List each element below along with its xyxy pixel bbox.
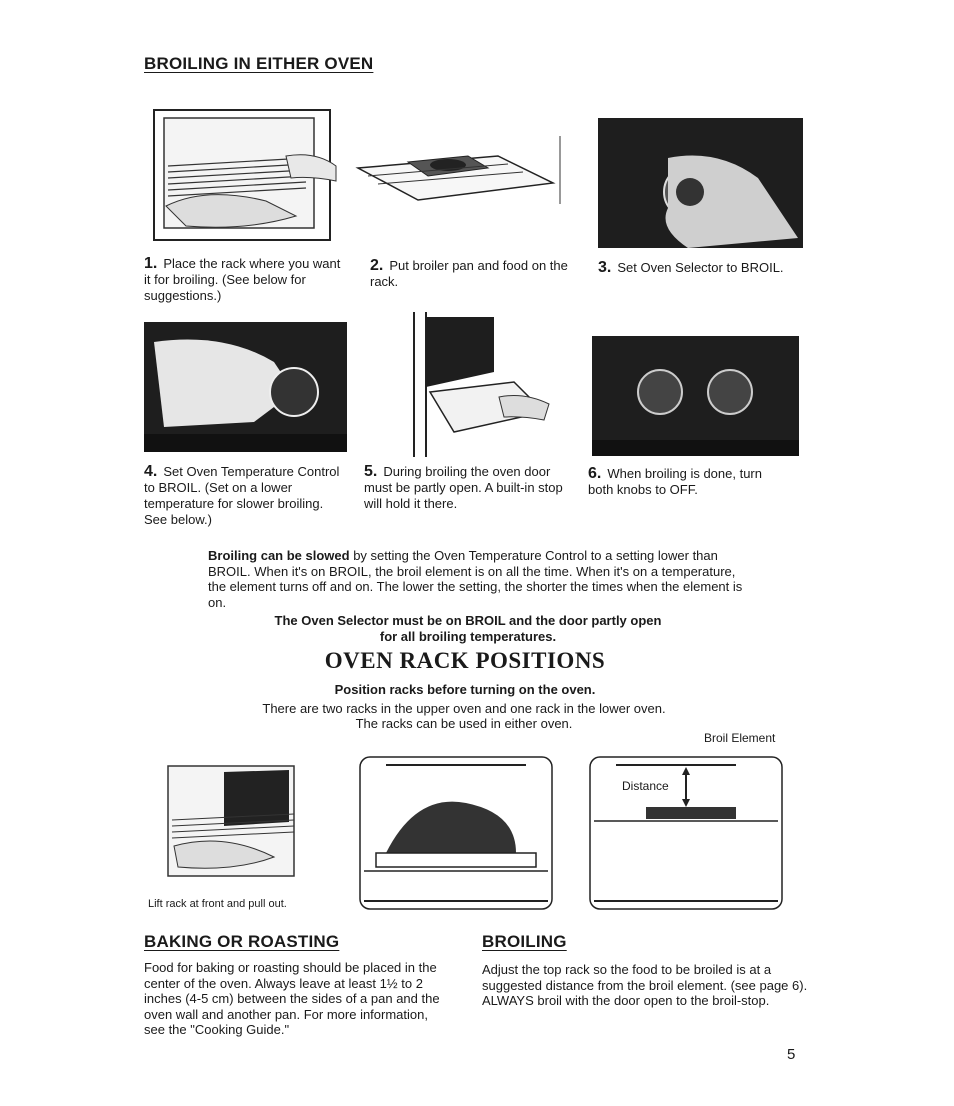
baking-title: BAKING OR ROASTING (144, 932, 340, 951)
step-3 (598, 260, 798, 276)
step-5 (364, 464, 569, 512)
distance-label: Distance (622, 779, 669, 793)
rack-positions-subtitle: Position racks before turning on the oven. (334, 682, 596, 697)
step-5-number: 5. (364, 463, 378, 480)
broiling-text: Adjust the top rack so the food to be broiled is at a suggested distance from the broil element. (see page 6). ALWAYS broil with the door open to the broil-stop. (482, 962, 808, 1008)
step-2-number: 2. (370, 257, 384, 274)
step-6 (588, 466, 788, 498)
broiling-title: BROILING (482, 932, 567, 951)
door-partly-open-illustration (404, 312, 554, 457)
slow-broiling-note (208, 548, 748, 610)
broil-element-label: Broil Element (704, 731, 776, 745)
broiler-pan-illustration (348, 128, 570, 216)
selector-note: The Oven Selector must be on BROIL and the door partly open for all broiling temperatures. (274, 613, 662, 644)
step-1 (144, 256, 344, 304)
step-3-text: Set Oven Selector to BROIL. (617, 260, 784, 275)
rack-positions-line-2: The racks can be used in either oven. (355, 716, 573, 731)
step-4-text: Set Oven Temperature Control to BROIL. (Set on a lower temperature for slower broiling. See below.) (144, 464, 340, 527)
step-1-text: Place the rack where you want it for broiling. (See below for suggestions.) (144, 256, 341, 303)
rack-positions-line-1: There are two racks in the upper oven and one rack in the lower oven. (262, 701, 666, 716)
page-number: 5 (787, 1046, 796, 1063)
broiling-oven-diagram (586, 753, 786, 913)
step-4-number: 4. (144, 463, 158, 480)
step-4 (144, 464, 344, 528)
roasting-oven-diagram (356, 753, 556, 913)
slow-broiling-text: by setting the Oven Temperature Control to a setting lower than BROIL. When it's on BROIL, the broil element is on all the time. When it's on a temperature, the element turns off and on. The lower the setting, the shorter the times when the element is on. (208, 548, 743, 610)
step-1-number: 1. (144, 255, 158, 272)
step-2 (370, 258, 570, 290)
step-6-text: When broiling is done, turn both knobs to OFF. (588, 466, 762, 497)
rack-positions-title: OVEN RACK POSITIONS (324, 648, 606, 673)
step-3-number: 3. (598, 259, 612, 276)
both-knobs-off-photo (592, 336, 799, 456)
rack-placement-illustration (146, 106, 342, 246)
slow-broiling-lead: Broiling can be slowed (208, 548, 350, 563)
lift-rack-caption: Lift rack at front and pull out. (148, 898, 287, 910)
temperature-control-photo (144, 322, 347, 452)
step-6-number: 6. (588, 465, 602, 482)
step-5-text: During broiling the oven door must be partly open. A built-in stop will hold it there. (364, 464, 563, 511)
page-title: BROILING IN EITHER OVEN (144, 54, 374, 73)
oven-selector-photo (598, 118, 803, 248)
step-2-text: Put broiler pan and food on the rack. (370, 258, 568, 289)
lift-rack-illustration (164, 762, 314, 888)
baking-text: Food for baking or roasting should be placed in the center of the oven. Always leave at least 1½ to 2 inches (4-5 cm) between the sides of a pan and the oven wall and another pan. For more information, see the "Cooking Guide." (144, 960, 440, 1037)
